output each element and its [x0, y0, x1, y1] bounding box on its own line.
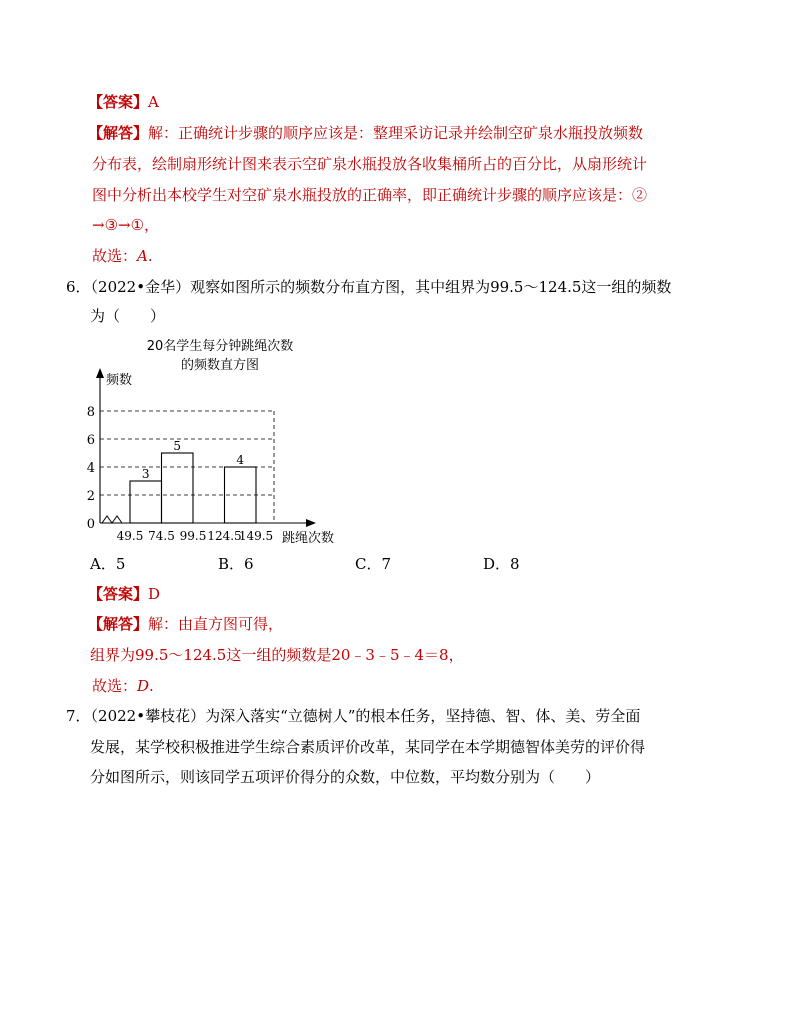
y-tick-label: 0 [86, 517, 95, 532]
q5-answer [88, 91, 159, 113]
answer-tag: 【答案】 [88, 585, 149, 603]
chart-subtitle: 的频数直方图 [180, 358, 259, 373]
option-d[interactable]: D．8 [483, 555, 520, 573]
y-tick-label: 8 [86, 405, 95, 420]
y-tick-label: 4 [86, 461, 95, 476]
y-axis-arrow [96, 368, 104, 378]
x-tick-label: 99.5 [179, 529, 207, 543]
bar-data-label: 5 [173, 439, 182, 453]
question-stem: 观察如图所示的频数分布直方图，其中组界为99.5～124.5这一组的频数 [190, 278, 672, 296]
option-a[interactable]: A．5 [90, 555, 126, 573]
y-tick-label: 2 [86, 489, 95, 504]
option-b[interactable]: B．6 [218, 555, 254, 573]
option-c[interactable]: C．7 [355, 555, 392, 573]
question-source: （2022•攀枝花） [90, 707, 206, 725]
question-number: 6． [66, 278, 91, 296]
q7-stem-line-1 [66, 705, 640, 727]
conclusion-suffix: . [149, 677, 154, 695]
solution-tag: 【解答】 [88, 615, 149, 633]
x-tick-label: 149.5 [238, 529, 274, 543]
conclusion-prefix: 故选： [92, 677, 138, 695]
conclusion-suffix: . [147, 247, 153, 265]
answer-tag: 【答案】 [88, 93, 149, 111]
solution-text: 解：正确统计步骤的顺序应该是：整理采访记录并绘制空矿泉水瓶投放频数 [148, 124, 644, 142]
histogram-bar [162, 453, 194, 523]
q6-answer [88, 583, 160, 605]
answer-value: D [148, 585, 161, 603]
q5-solution-line-4: →③→①， [92, 216, 160, 234]
conclusion-value: A [137, 247, 148, 265]
question-source: （2022•金华） [90, 278, 191, 296]
bar-data-label: 3 [141, 467, 150, 481]
q6-solution-line-1 [88, 613, 283, 635]
answer-value: A [148, 93, 159, 111]
x-tick-label: 74.5 [148, 529, 175, 543]
solution-tag: 【解答】 [88, 124, 149, 142]
bar-data-label: 4 [236, 453, 245, 467]
q5-solution-line-3: 图中分析出本校学生对空矿泉水瓶投放的正确率，即正确统计步骤的顺序应该是：② [92, 186, 648, 204]
x-axis-label: 跳绳次数 [282, 531, 335, 546]
x-tick-label: 124.5 [207, 529, 242, 543]
y-axis-label: 频数 [106, 373, 133, 388]
question-stem: 为深入落实“立德树人”的根本任务，坚持德、智、体、美、劳全面 [205, 707, 641, 725]
x-tick-label: 49.5 [116, 529, 144, 543]
x-axis-arrow [306, 519, 316, 527]
q7-stem-line-3: 分如图所示，则该同学五项评价得分的众数，中位数，平均数分别为（ ） [90, 768, 601, 786]
question-number: 7． [66, 707, 91, 725]
conclusion-prefix: 故选： [92, 247, 138, 265]
q5-conclusion [92, 245, 153, 267]
solution-text: 解：由直方图可得， [148, 615, 284, 633]
histogram-bar [130, 481, 162, 523]
q6-conclusion [92, 675, 154, 697]
q7-stem-line-2: 发展，某学校积极推进学生综合素质评价改革，某同学在本学期德智体美劳的评价得 [90, 738, 646, 756]
q5-solution-line-1 [88, 122, 643, 144]
q6-stem-line-2: 为（ ） [90, 307, 166, 325]
y-tick-label: 6 [86, 433, 95, 448]
frequency-histogram [80, 358, 360, 550]
axis-break-zigzag [102, 516, 122, 523]
q6-solution-line-2: 组界为99.5～124.5这一组的频数是20﹣3﹣5﹣4＝8， [90, 646, 464, 664]
q6-stem-line-1 [66, 276, 671, 298]
chart-title: 20名学生每分钟跳绳次数 [146, 339, 294, 354]
q5-solution-line-2: 分布表，绘制扇形统计图来表示空矿泉水瓶投放各收集桶所占的百分比，从扇形统计 [92, 155, 648, 173]
conclusion-value: D [137, 677, 150, 695]
